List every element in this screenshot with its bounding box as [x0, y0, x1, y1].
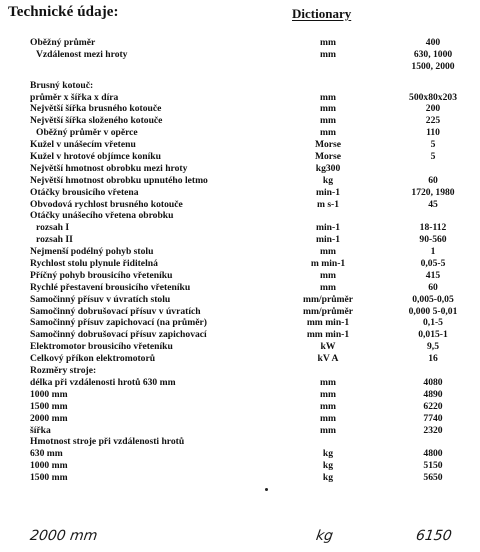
- spec-label: Kužel v unášecím vřetenu: [30, 139, 136, 151]
- spec-value: 1720, 1980: [411, 186, 455, 198]
- spec-label: Vzdálenost mezi hroty: [36, 48, 128, 60]
- spec-unit: mm: [320, 388, 336, 400]
- spec-row: [0, 187, 480, 199]
- spec-row: [0, 80, 480, 92]
- spec-row: [0, 49, 480, 61]
- spec-unit: kg: [322, 174, 334, 186]
- spec-row: [0, 139, 480, 151]
- page-title: Technické údaje:: [8, 4, 119, 20]
- spec-row: [0, 151, 480, 163]
- spec-value: 400: [425, 37, 441, 48]
- spec-row: [0, 413, 480, 425]
- spec-row: [0, 163, 480, 175]
- spec-label: 1500 mm: [30, 472, 68, 484]
- spec-value: 0,1-5: [423, 317, 443, 329]
- spec-value: 4890: [423, 388, 443, 400]
- spec-table: [0, 37, 480, 484]
- spec-value: 4800: [423, 448, 443, 460]
- spec-row: [0, 472, 480, 484]
- spec-row: [0, 127, 480, 139]
- spec-row: [0, 425, 480, 437]
- handwritten-label: 2000 mm: [28, 528, 99, 544]
- handwritten-unit: kg: [314, 528, 335, 544]
- spec-value: 9,5: [427, 341, 439, 353]
- spec-row: [0, 115, 480, 127]
- spec-row: [0, 199, 480, 211]
- spec-label: Oběžný průměr v opěrce: [36, 127, 138, 139]
- scan-speck: [265, 488, 268, 491]
- spec-label: Otáčky unášecího vřetena obrobku: [30, 210, 174, 222]
- spec-unit: kg: [322, 460, 334, 472]
- spec-unit: mm: [320, 48, 336, 60]
- spec-label: 2000 mm: [30, 412, 68, 424]
- spec-label: Oběžný průměr: [30, 37, 96, 48]
- spec-unit: min-1: [316, 186, 340, 198]
- spec-label: Otáčky brousicího vřetena: [30, 186, 139, 198]
- spec-label: Celkový příkon elektromotorů: [30, 353, 156, 365]
- spec-value: 6220: [423, 400, 443, 412]
- spec-row: [0, 37, 480, 49]
- spec-unit: mm/průměr: [302, 293, 354, 305]
- spec-value: 60: [428, 174, 438, 186]
- spec-label: Elektromotor brousicího vřeteníku: [30, 341, 173, 353]
- spec-label: Rychlost stolu plynule řiditelná: [30, 258, 158, 270]
- spec-row: [0, 389, 480, 401]
- spec-row: [0, 460, 480, 472]
- spec-label: Nejmenší podélný pohyb stolu: [30, 246, 154, 258]
- spec-unit: mm: [320, 246, 336, 258]
- spec-label: 1000 mm: [30, 460, 68, 472]
- spec-unit: mm: [320, 115, 336, 127]
- spec-unit: min-1: [316, 222, 340, 234]
- spec-unit: mm: [320, 103, 336, 115]
- spec-value: 16: [428, 353, 438, 365]
- spec-row: [0, 222, 480, 234]
- spec-row: [0, 317, 480, 329]
- spec-row: [0, 210, 480, 222]
- spec-label: Příčný pohyb brousicího vřeteníku: [30, 269, 173, 281]
- spec-label: Samočinný dobrušovací přísuv v úvratích: [30, 305, 201, 317]
- spec-row: [0, 365, 480, 377]
- spec-row: [0, 92, 480, 104]
- spec-unit: mm: [320, 127, 336, 139]
- spec-row: [0, 341, 480, 353]
- spec-row: [0, 175, 480, 187]
- spec-row: [0, 353, 480, 365]
- dictionary-heading: Dictionary: [292, 6, 352, 21]
- spec-row: [0, 282, 480, 294]
- spec-value: 630, 1000: [413, 48, 453, 60]
- spec-value: 5: [430, 139, 436, 151]
- spec-label: Největší šířka brusného kotouče: [30, 103, 162, 115]
- spec-unit: kg: [322, 472, 334, 484]
- spec-unit: mm: [320, 91, 336, 103]
- spec-unit: mm: [320, 424, 336, 436]
- spec-row: [0, 246, 480, 258]
- spec-label: Hmotnost stroje při vzdálenosti hrotů: [30, 436, 185, 448]
- spec-value: 415: [425, 269, 441, 281]
- spec-row: [0, 234, 480, 246]
- spec-label: Samočinný přísuv v úvratích stolu: [30, 293, 171, 305]
- spec-row: [0, 258, 480, 270]
- spec-label: Obvodová rychlost brusného kotouče: [30, 198, 183, 210]
- spec-label: Brusný kotouč:: [30, 79, 94, 91]
- spec-label: průměr x šířka x díra: [30, 91, 119, 103]
- spec-row: [0, 448, 480, 460]
- spec-unit: kV A: [317, 353, 339, 365]
- spec-value: 5150: [423, 460, 443, 472]
- spec-row: [0, 377, 480, 389]
- spec-label: rozsah I: [36, 222, 70, 234]
- spec-row: [0, 401, 480, 413]
- spec-unit: kg300: [315, 162, 341, 174]
- spec-label: Samočinný přísuv zapichovací (na průměr): [30, 317, 207, 329]
- spec-label: 1000 mm: [30, 388, 68, 400]
- spec-unit: mm min-1: [306, 317, 350, 329]
- spec-unit: kg: [322, 448, 334, 460]
- spec-unit: m min-1: [310, 258, 346, 270]
- spec-value: 60: [428, 281, 438, 293]
- spec-label: Největší hmotnost obrobku mezi hroty: [30, 162, 188, 174]
- spec-value: 5650: [423, 472, 443, 484]
- spec-label: 630 mm: [30, 448, 63, 460]
- spec-row: [0, 306, 480, 318]
- spec-label: Kužel v hrotové objímce koníku: [30, 151, 161, 163]
- spec-row: [0, 294, 480, 306]
- spec-unit: Morse: [314, 151, 342, 163]
- spec-value: 1: [430, 246, 436, 258]
- spec-label: délka při vzdálenosti hrotů 630 mm: [30, 376, 176, 388]
- spec-unit: mm: [320, 269, 336, 281]
- spec-unit: mm: [320, 281, 336, 293]
- spec-value: 0,005-0,05: [412, 293, 454, 305]
- spec-unit: mm/průměr: [302, 305, 354, 317]
- spec-value: 0,000 5-0,01: [408, 305, 458, 317]
- spec-unit: Morse: [314, 139, 342, 151]
- spec-label: Samočinný dobrušovací přísuv zapichovací: [30, 329, 207, 341]
- spec-unit: mm: [320, 37, 336, 48]
- spec-unit: mm: [320, 376, 336, 388]
- handwritten-value: 6150: [414, 528, 453, 544]
- spec-label: rozsah II: [36, 234, 73, 246]
- spec-value: 5: [430, 151, 436, 163]
- spec-row: [0, 329, 480, 341]
- spec-value: 110: [426, 127, 440, 139]
- spec-row: [0, 270, 480, 282]
- spec-value: 1500, 2000: [411, 60, 455, 72]
- spec-value: 45: [428, 198, 438, 210]
- spec-value: 2320: [423, 424, 443, 436]
- spec-unit: min-1: [316, 234, 340, 246]
- spec-label: šířka: [30, 424, 51, 436]
- spec-unit: mm: [320, 412, 336, 424]
- spec-value: 4080: [423, 376, 443, 388]
- spec-unit: m s-1: [316, 198, 340, 210]
- spec-unit: mm min-1: [306, 329, 350, 341]
- spec-unit: mm: [320, 400, 336, 412]
- spec-label: Rozměry stroje:: [30, 365, 97, 377]
- spec-row: [0, 436, 480, 448]
- spec-value: 200: [425, 103, 441, 115]
- spec-value: 18-112: [419, 222, 447, 234]
- spec-value: 0,015-1: [418, 329, 448, 341]
- spec-value: 500x80x203: [409, 91, 457, 103]
- spec-row: [0, 103, 480, 115]
- spec-row: [0, 61, 480, 73]
- spec-value: 90-560: [419, 234, 447, 246]
- spec-value: 7740: [423, 412, 443, 424]
- spec-label: Největší hmotnost obrobku upnutého letmo: [30, 174, 208, 186]
- spec-label: Rychlé přestavení brousicího vřeteníku: [30, 281, 191, 293]
- spec-label: 1500 mm: [30, 400, 68, 412]
- spec-value: 0,05-5: [420, 258, 446, 270]
- spec-value: 225: [425, 115, 441, 127]
- spec-label: Největší šířka složeného kotouče: [30, 115, 163, 127]
- spec-unit: kW: [320, 341, 336, 353]
